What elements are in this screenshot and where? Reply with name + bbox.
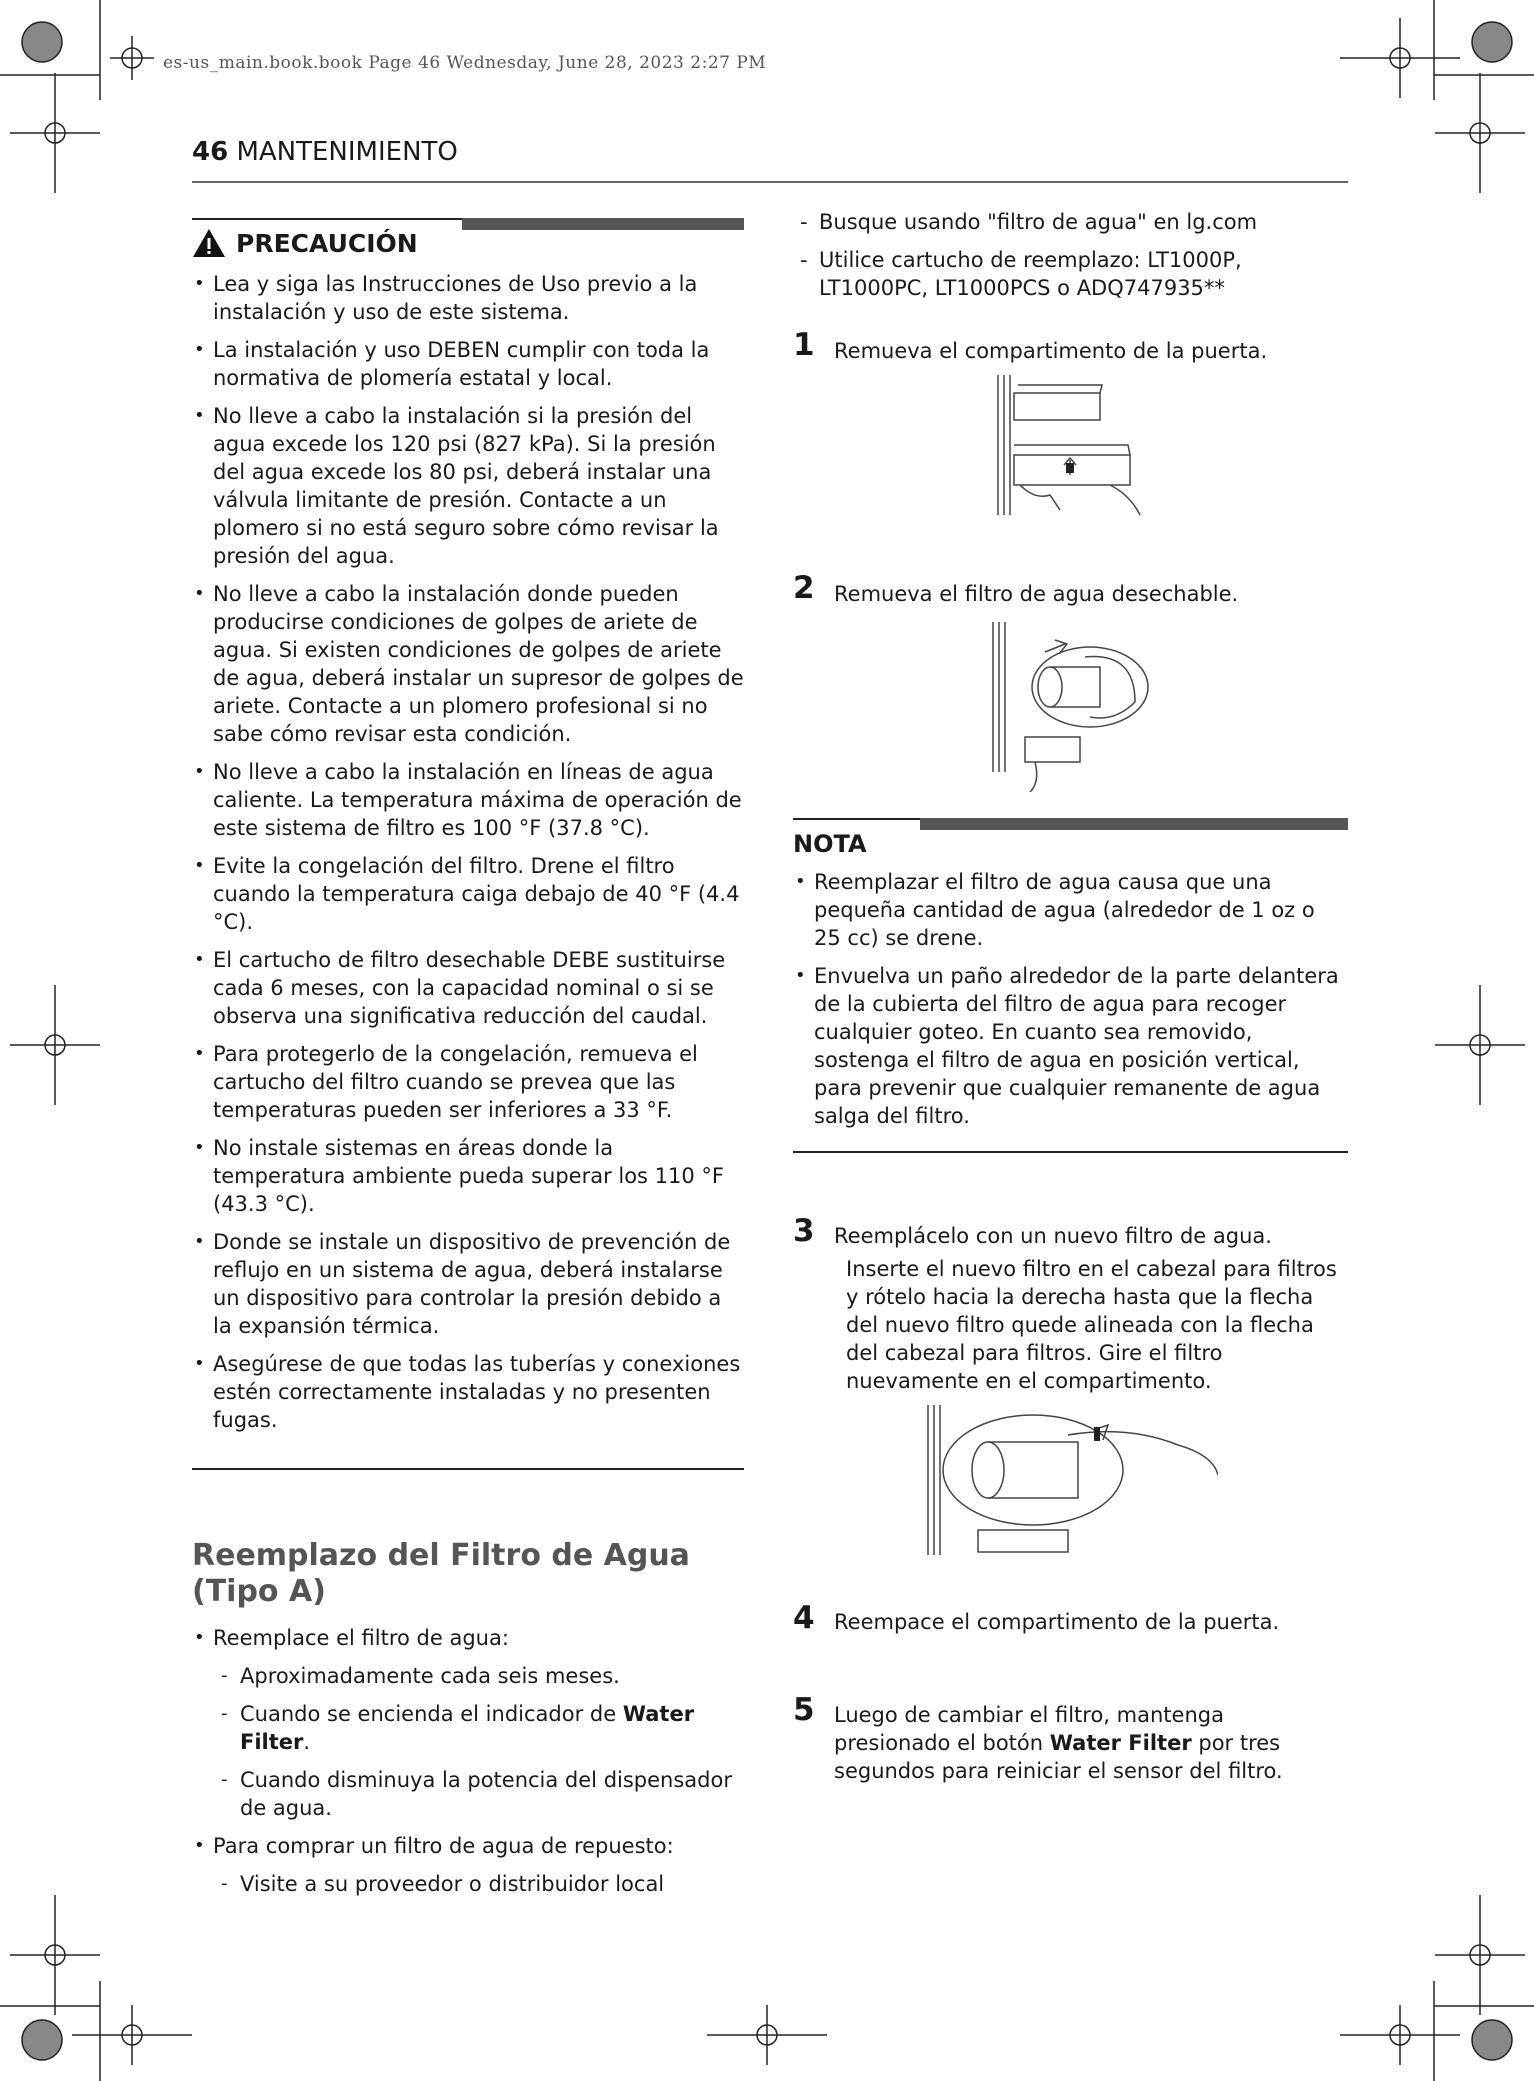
step-number: 2 [793, 570, 815, 606]
caution-item: • Lea y siga las Instrucciones de Uso previo a la instalación y uso de este sistema. [192, 270, 744, 326]
step-text-pre: Luego de cambiar el filtro, mantenga presionado el botón [834, 1703, 1224, 1755]
step-text: Reempace el compartimento de la puerta. [834, 1610, 1280, 1634]
section-body [192, 1624, 744, 1908]
step-number: 1 [793, 327, 815, 363]
note-item: • Reemplazar el filtro de agua causa que una pequeña cantidad de agua (alrededor de 1 oz o 25 cc) se drene. [793, 868, 1348, 952]
caution-item: • Donde se instale un dispositivo de prevención de reflujo en un sistema de agua, deberá instalarse un dispositivo para controlar la presión debido a la expansión térmica. [192, 1228, 744, 1340]
section-subitem: - Utilice cartucho de reemplazo: LT1000P, LT1000PC, LT1000PCS o ADQ747935** [792, 246, 1348, 302]
page-title [192, 137, 458, 167]
note-top-rule-thick [920, 818, 1348, 830]
caution-item: • Evite la congelación del filtro. Drene el filtro cuando la temperatura caiga debajo de 40 °F (4.4 °C). [192, 852, 744, 936]
section-bullet [192, 1832, 744, 1898]
section-subitem: - Busque usando "filtro de agua" en lg.com [792, 208, 1348, 236]
caution-top-rule-thick [462, 218, 744, 230]
caution-heading [192, 228, 418, 258]
header-rule [192, 181, 1348, 183]
step-number: 5 [793, 1692, 815, 1728]
door-bin-illustration [990, 375, 1150, 525]
caution-item: • El cartucho de filtro desechable DEBE sustituirse cada 6 meses, con la capacidad nominal o si se observa una significativa reducción del caudal. [192, 946, 744, 1030]
section-heading: Reemplazo del Filtro de Agua (Tipo A) [192, 1538, 690, 1609]
step-text [834, 1701, 1334, 1785]
note-list [793, 868, 1348, 1140]
section-subitem: - Cuando disminuya la potencia del dispensador de agua. [213, 1766, 744, 1822]
note-bottom-rule [793, 1151, 1348, 1153]
water-filter-label: Water Filter [240, 1702, 695, 1754]
warning-icon [192, 228, 226, 258]
step-text-post: por tres segundos para reiniciar el sensor del filtro. [834, 1731, 1283, 1783]
page-section: MANTENIMIENTO [236, 137, 458, 167]
caution-bottom-rule [192, 1468, 744, 1470]
step-number: 4 [793, 1600, 815, 1636]
section-subitem: - Aproximadamente cada seis meses. [213, 1662, 744, 1690]
step-number: 3 [793, 1213, 815, 1249]
caution-item: • No lleve a cabo la instalación donde pueden producirse condiciones de golpes de ariete de agua. Si existen condiciones de golpes de ariete de agua, deberá instalar un supresor de golpes de ariete. Contacte a un plomero profesional si no sabe cómo revisar esta condición. [192, 580, 744, 748]
caution-item: • Para protegerlo de la congelación, remueva el cartucho del filtro cuando se prevea que las temperaturas pueden ser inferiores a 33 °F. [192, 1040, 744, 1124]
caution-top-rule-thin [192, 218, 462, 220]
caution-item: • No lleve a cabo la instalación en líneas de agua caliente. La temperatura máxima de operación de este sistema de filtro es 100 °F (37.8 °C). [192, 758, 744, 842]
print-header: es-us_main.book.book Page 46 Wednesday, June 28, 2023 2:27 PM [163, 53, 767, 73]
note-top-rule-thin [793, 818, 920, 820]
insert-filter-illustration [918, 1405, 1218, 1555]
section-subitem-post: . [303, 1730, 311, 1754]
step-detail: Inserte el nuevo filtro en el cabezal para filtros y rótelo hacia la derecha hasta que la flecha del nuevo filtro quede alineada con la flecha del cabezal para filtros. Gire el filtro nuevamente en el compartimento. [846, 1257, 1337, 1393]
caution-item: • La instalación y uso DEBEN cumplir con toda la normativa de plomería estatal y local. [192, 336, 744, 392]
page-number: 46 [192, 137, 229, 167]
section-bullet [192, 1624, 744, 1822]
step-text: Remueva el compartimento de la puerta. [834, 339, 1268, 363]
section-bullet-text: Para comprar un filtro de agua de repuesto: [213, 1834, 674, 1858]
caution-item: • No lleve a cabo la instalación si la presión del agua excede los 120 psi (827 kPa). Si la presión del agua excede los 80 psi, deberá instalar una válvula limitante de presión. Contacte a un plomero si no está seguro sobre cómo revisar la presión del agua. [192, 402, 744, 570]
remove-filter-illustration [985, 622, 1155, 792]
caution-item: • No instale sistemas en áreas donde la temperatura ambiente pueda superar los 110 °F (43.3 °C). [192, 1134, 744, 1218]
caution-title: PRECAUCIÓN [236, 228, 418, 258]
caution-list [192, 270, 744, 1444]
section-subitem: - Visite a su proveedor o distribuidor local [213, 1870, 744, 1898]
caution-item: • Asegúrese de que todas las tuberías y conexiones estén correctamente instaladas y no presenten fugas. [192, 1350, 744, 1434]
section-subitem-text: Cuando se encienda el indicador de [240, 1702, 623, 1726]
step-text: Reemplácelo con un nuevo filtro de agua. [834, 1224, 1272, 1248]
section-subitem [213, 1700, 744, 1756]
section-bullet-text: Reemplace el filtro de agua: [213, 1626, 509, 1650]
purchase-continued [792, 208, 1348, 312]
step-text: Remueva el filtro de agua desechable. [834, 582, 1239, 606]
note-heading: NOTA [793, 830, 867, 858]
note-item: • Envuelva un paño alrededor de la parte delantera de la cubierta del filtro de agua para recoger cualquier goteo. En cuanto sea removido, sostenga el filtro de agua en posición vertical, para prevenir que cualquier remanente de agua salga del filtro. [793, 962, 1348, 1130]
water-filter-button-label: Water Filter [1049, 1731, 1192, 1755]
